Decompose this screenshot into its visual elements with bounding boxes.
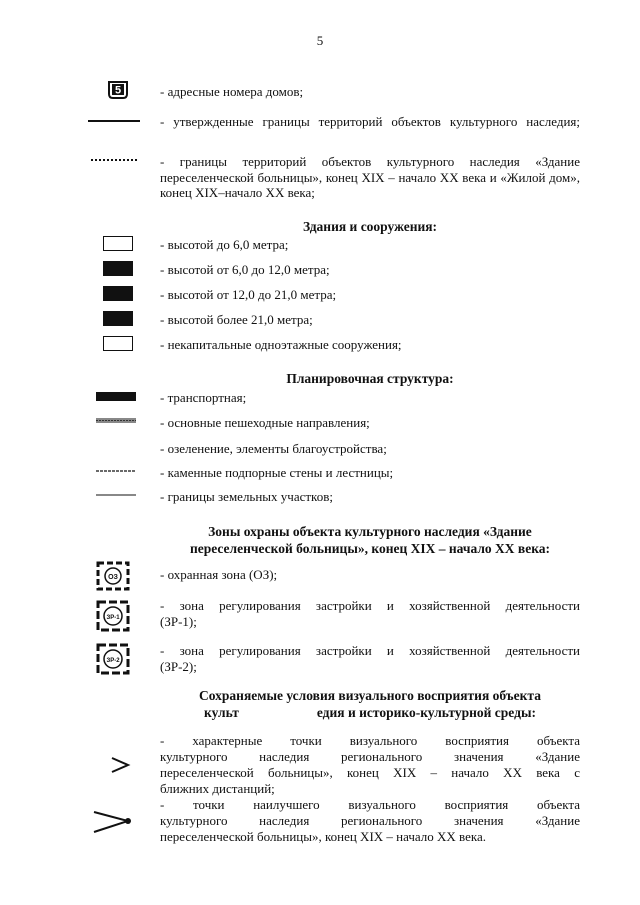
building-item-1: - высотой до 6,0 метра; xyxy=(160,237,289,252)
planning-item-2: - основные пешеходные направления; xyxy=(160,415,370,430)
protection-zone-oz-icon xyxy=(96,561,130,591)
building-item-5: - некапитальные одноэтажные сооружения; xyxy=(160,337,402,352)
zone-zr2-label: ЗР-2 xyxy=(106,658,120,664)
building-height-12-21-icon xyxy=(103,286,133,301)
zone-item-3-line1: - зона регулирования застройки и хозяйственной деятельности xyxy=(160,643,580,658)
planning-item-5: - границы земельных участков; xyxy=(160,489,333,504)
page-number: 5 xyxy=(316,33,324,48)
house-number-badge-text: 5 xyxy=(114,84,122,97)
zones-title-line1: Зоны охраны объекта культурного наследия «Здание xyxy=(208,524,532,539)
planning-title: Планировочная структура: xyxy=(286,371,454,386)
viewpoint-near-icon xyxy=(110,756,130,774)
protection-zone-oz-label: ОЗ xyxy=(108,574,118,581)
visual-item1-line3: переселенческой больницы», конец XIX – начало XX века с xyxy=(160,765,580,780)
building-height-up-to-6-icon xyxy=(103,236,133,251)
planning-item-1: - транспортная; xyxy=(160,390,247,405)
zone-item-1: - охранная зона (ОЗ); xyxy=(160,567,278,582)
zone-item-2-line1: - зона регулирования застройки и хозяйственной деятельности xyxy=(160,598,580,613)
visual-item1-line4: ближних дистанций; xyxy=(160,781,275,796)
visual-item2-line2: культурного наследия регионального значения «Здание xyxy=(160,813,580,828)
land-plot-boundary-icon xyxy=(96,493,136,497)
zones-title-line2: переселенческой больницы», конец XIX – начало XX века: xyxy=(189,541,551,556)
visual-item2-line3: переселенческой больницы», конец XIX – начало XX века. xyxy=(160,829,487,844)
house-number-badge-icon xyxy=(107,80,129,100)
planning-item-3: - озеленение, элементы благоустройства; xyxy=(160,441,387,456)
viewpoint-best-icon xyxy=(92,806,134,836)
zone-item-2-line2: (ЗР-1); xyxy=(160,614,197,629)
retaining-wall-line-icon xyxy=(96,469,136,473)
zone-zr1-icon xyxy=(96,600,130,632)
transport-icon xyxy=(96,392,136,401)
building-item-4: - высотой более 21,0 метра; xyxy=(160,312,313,327)
visual-item1-line2: культурного наследия регионального значения «Здание xyxy=(160,749,580,764)
visual-title-line2: культ едия и историко-культурной среды: xyxy=(204,705,536,720)
zone-item-3-line2: (ЗР-2); xyxy=(160,659,197,674)
zone-zr2-icon xyxy=(96,643,130,675)
legend-heritage-boundaries: - границы территорий объектов культурного наследия «Здание переселенческой больницы», конец XIX – начало XX века и «Жилой дом», конец XIX–начало XX века; xyxy=(160,154,580,200)
visual-item1-line1: - характерные точки визуального восприятия объекта xyxy=(160,733,580,748)
temporary-structure-icon xyxy=(103,336,133,351)
pedestrian-route-icon xyxy=(96,418,136,424)
planning-item-4: - каменные подпорные стены и лестницы; xyxy=(160,465,394,480)
visual-title-line1: Сохраняемые условия визуального восприятия объекта xyxy=(199,688,541,703)
visual-item2-line1: - точки наилучшего визуального восприятия объекта xyxy=(160,797,580,812)
buildings-title: Здания и сооружения: xyxy=(302,219,438,234)
legend-house-numbers: - адресные номера домов; xyxy=(160,84,304,99)
building-height-6-12-icon xyxy=(103,261,133,276)
building-item-3: - высотой от 12,0 до 21,0 метра; xyxy=(160,287,337,302)
legend-approved-boundaries: - утвержденные границы территорий объектов культурного наследия; xyxy=(160,114,580,129)
zone-zr1-label: ЗР-1 xyxy=(106,615,120,621)
building-item-2: - высотой от 6,0 до 12,0 метра; xyxy=(160,262,330,277)
solid-boundary-line-icon xyxy=(88,119,140,123)
dotted-boundary-line-icon xyxy=(91,158,139,162)
building-height-over-21-icon xyxy=(103,311,133,326)
